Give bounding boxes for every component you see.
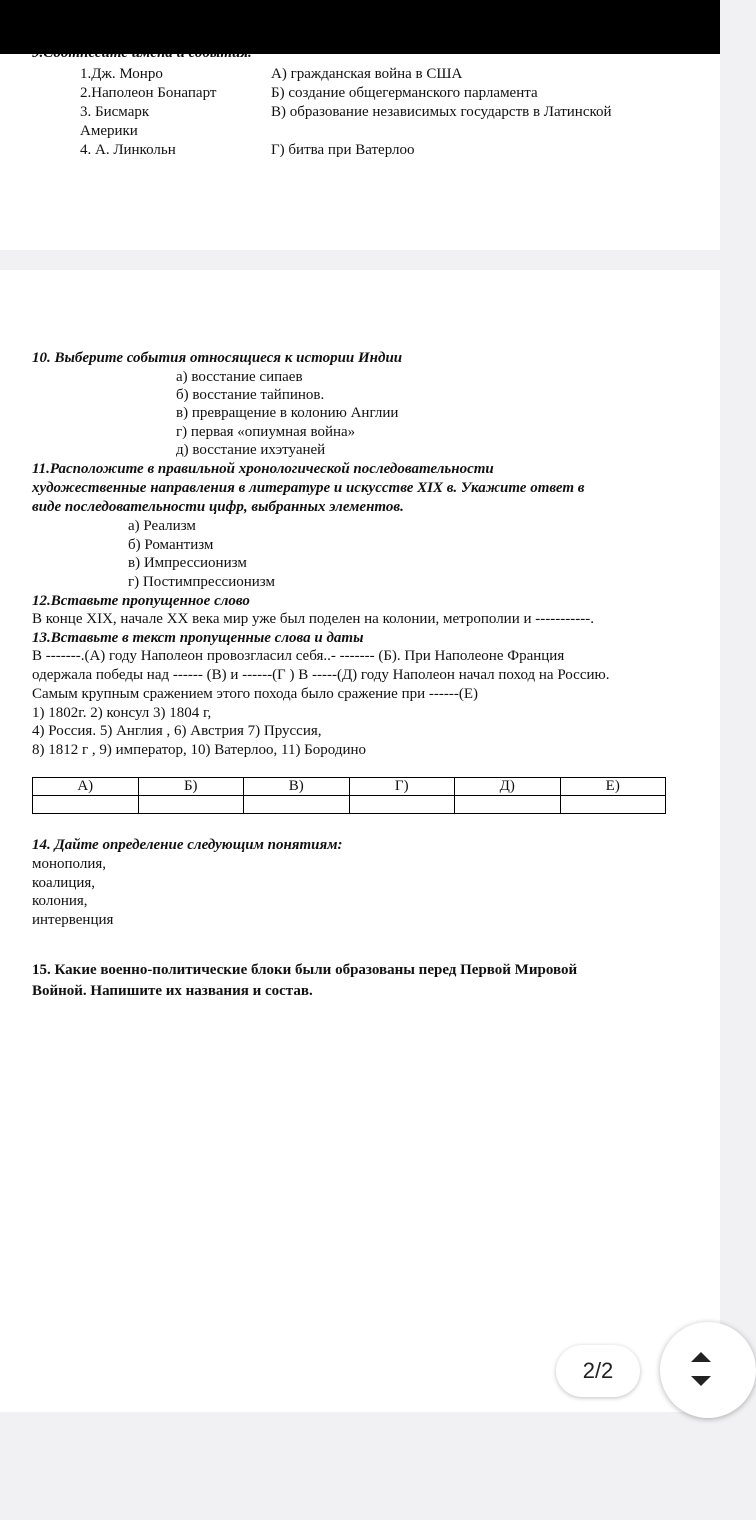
q12-title: 12.Вставьте пропущенное слово: [32, 593, 250, 609]
table-answer-row: [33, 796, 666, 814]
q9-title-clipped: [0, 54, 720, 62]
fast-scroll-button[interactable]: [660, 1322, 756, 1418]
q11-option: в) Импрессионизм: [128, 555, 247, 571]
q13-title: 13.Вставьте в текст пропущенные слова и даты: [32, 630, 364, 646]
scroll-up-down-icon: [688, 1348, 728, 1392]
q11-option: г) Постимпрессионизм: [128, 574, 275, 590]
table-header-row: [33, 778, 666, 796]
table-header-cell: Д): [455, 778, 561, 796]
q10-title: 10. Выберите события относящиеся к истории Индии: [32, 350, 403, 366]
q9-name-4: 4. А. Линкольн: [80, 142, 176, 158]
answer-cell: [138, 796, 244, 814]
q13-text-line: 1) 1802г. 2) консул 3) 1804 г,: [32, 705, 212, 721]
q11-title-line-3: виде последовательности цифр, выбранных элементов.: [32, 499, 404, 515]
q15-title-line-1: 15. Какие военно-политические блоки были образованы перед Первой Мировой: [32, 962, 578, 978]
table-header-cell: Е): [560, 778, 666, 796]
table-header-cell: А): [33, 778, 139, 796]
top-bar: [0, 0, 720, 54]
q9-event-b: Б) создание общегерманского парламента: [271, 85, 538, 101]
q10-option: д) восстание ихэтуаней: [176, 442, 326, 458]
q13-text-line: одержала победы над ------ (В) и ------(Г ) В -----(Д) году Наполеон начал поход на Россию.: [32, 667, 610, 683]
q15-title-line-2: Войной. Напишите их названия и состав.: [32, 983, 313, 999]
table-header-cell: Г): [349, 778, 455, 796]
q9-event-c: В) образование независимых государств в Латинской: [271, 104, 612, 120]
document-page-2: [0, 270, 720, 1412]
q9-name-3-wrap: Америки: [80, 123, 138, 139]
answer-cell: [244, 796, 350, 814]
q11-option: а) Реализм: [128, 518, 196, 534]
q13-answer-table: [32, 777, 666, 814]
q9-event-a: А) гражданская война в США: [271, 66, 463, 82]
q10-option: в) превращение в колонию Англии: [176, 405, 399, 421]
q13-text-line: 4) Россия. 5) Англия , 6) Австрия 7) Пруссия,: [32, 723, 322, 739]
q14-title: 14. Дайте определение следующим понятиям:: [32, 837, 343, 853]
q10-option: г) первая «опиумная война»: [176, 424, 356, 440]
answer-cell: [349, 796, 455, 814]
table-header-cell: Б): [138, 778, 244, 796]
q9-name-1: 1.Дж. Монро: [80, 66, 163, 82]
q13-text-line: 8) 1812 г , 9) император, 10) Ватерлоо, 11) Бородино: [32, 742, 367, 758]
q14-term: коалиция,: [32, 875, 96, 891]
q14-term: интервенция: [32, 912, 114, 928]
q11-title-line-1: 11.Расположите в правильной хронологической последовательности: [32, 461, 494, 477]
q13-text-line: Самым крупным сражением этого похода было сражение при ------(Е): [32, 686, 479, 702]
q10-option: а) восстание сипаев: [176, 369, 303, 385]
page-indicator: 2/2: [556, 1345, 640, 1397]
table-header-cell: В): [244, 778, 350, 796]
q9-name-3: 3. Бисмарк: [80, 104, 150, 120]
q10-option: б) восстание тайпинов.: [176, 387, 325, 403]
answer-cell: [560, 796, 666, 814]
q11-title-line-2: художественные направления в литературе и искусстве XIX в. Укажите ответ в: [32, 480, 585, 496]
q13-text-line: В -------.(А) году Наполеон провозгласил себя..- ------- (Б). При Наполеоне Франция: [32, 648, 565, 664]
q12-text: В конце XIX, начале XX века мир уже был поделен на колонии, метрополии и -----------.: [32, 611, 594, 627]
answer-cell: [455, 796, 561, 814]
answer-cell: [33, 796, 139, 814]
q14-term: монополия,: [32, 856, 107, 872]
q14-term: колония,: [32, 893, 88, 909]
q9-name-2: 2.Наполеон Бонапарт: [80, 85, 217, 101]
q11-option: б) Романтизм: [128, 537, 214, 553]
q9-event-d: Г) битва при Ватерлоо: [271, 142, 415, 158]
